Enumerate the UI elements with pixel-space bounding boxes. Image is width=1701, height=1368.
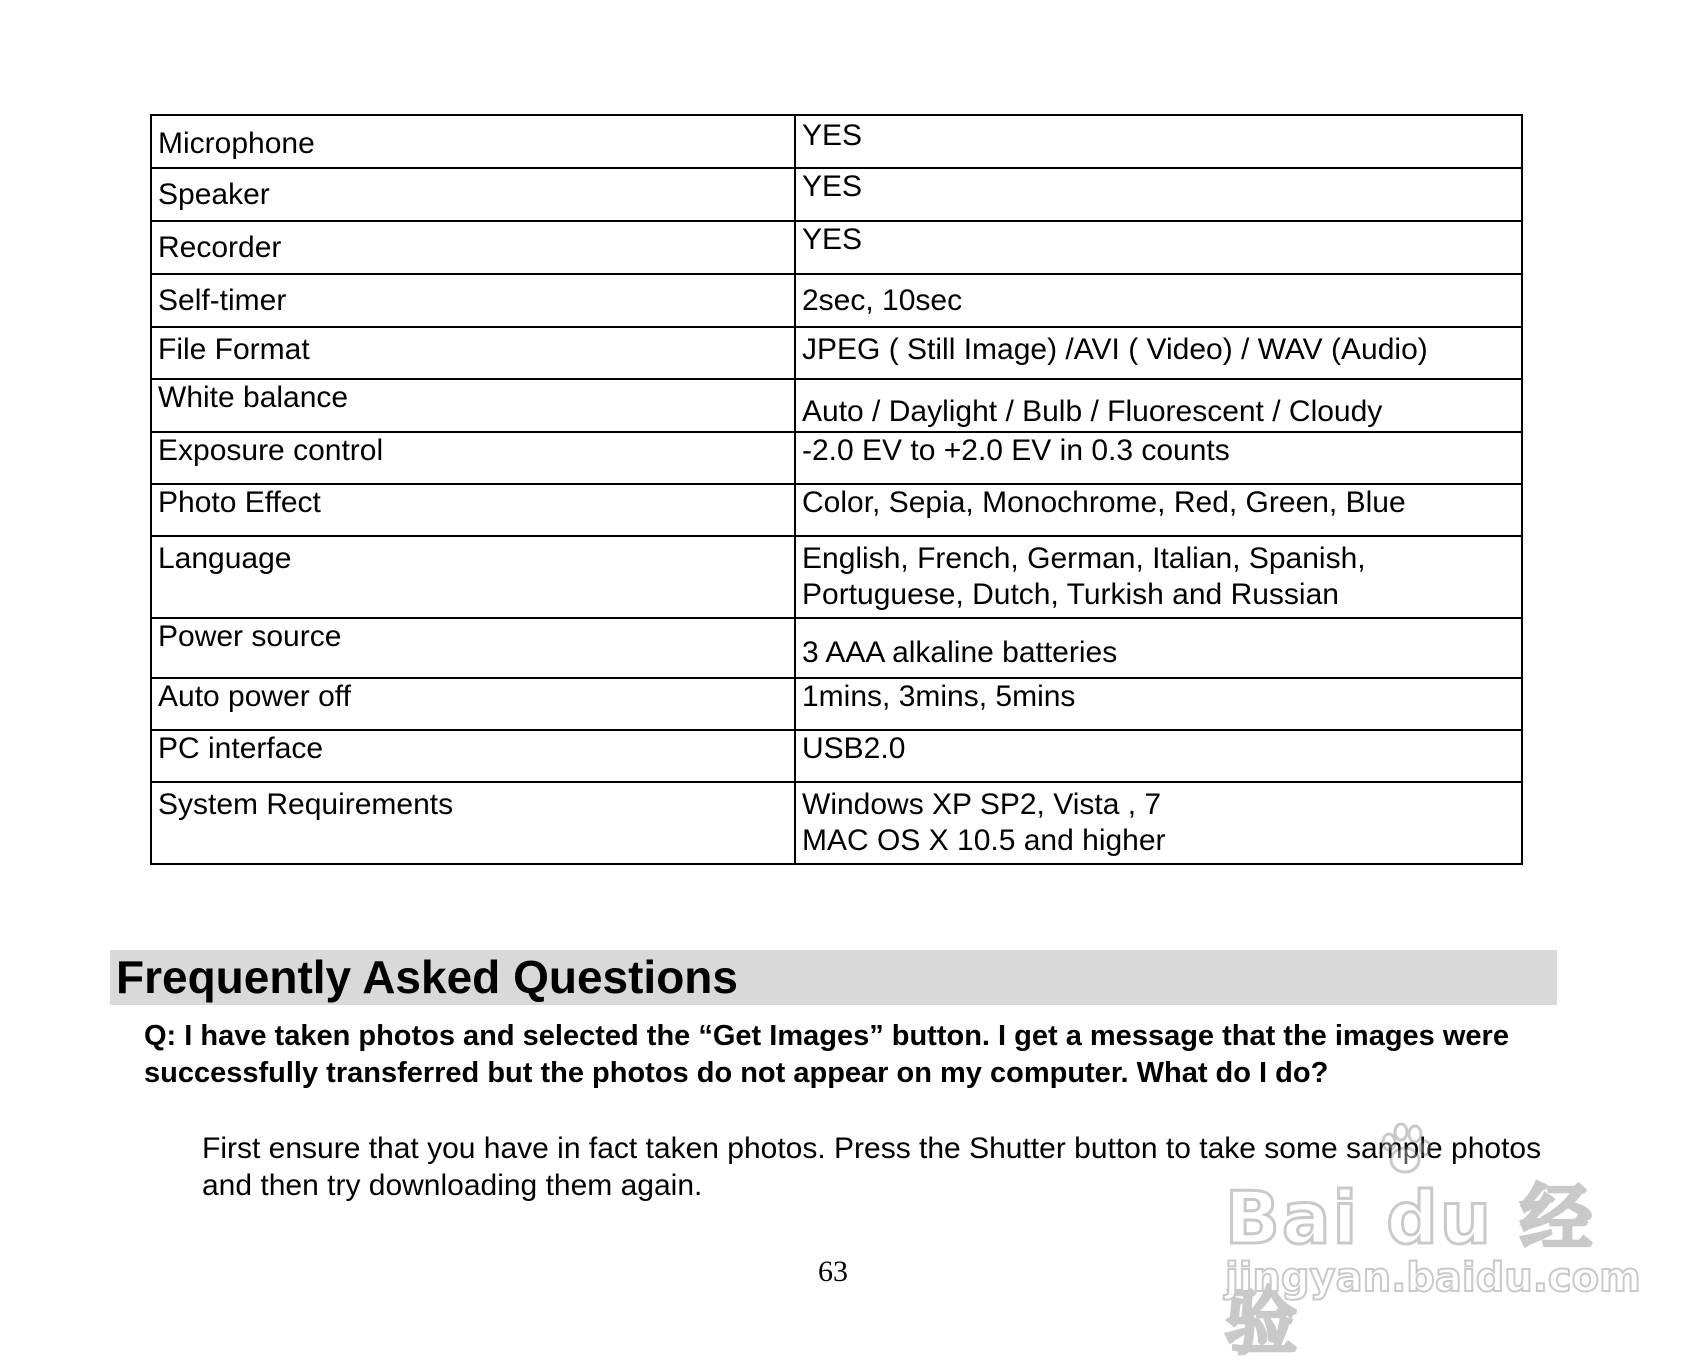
spec-label: File Format (151, 327, 795, 379)
spec-label: Self-timer (151, 274, 795, 327)
spec-label: Speaker (151, 168, 795, 221)
spec-value: Color, Sepia, Monochrome, Red, Green, Blue (795, 484, 1522, 536)
spec-label: System Requirements (151, 782, 795, 864)
spec-value: 3 AAA alkaline batteries (795, 618, 1522, 678)
spec-value: 2sec, 10sec (795, 274, 1522, 327)
spec-label: White balance (151, 379, 795, 432)
table-row (151, 274, 1522, 327)
table-row (151, 484, 1522, 536)
spec-value: YES (795, 221, 1522, 274)
faq-question: Q: I have taken photos and selected the “Get Images” button. I get a message that the images were successfully transferred but the photos do not appear on my computer. What do I do? (144, 1020, 1509, 1089)
table-row (151, 782, 1522, 864)
spec-value: USB2.0 (795, 730, 1522, 782)
spec-label: Microphone (151, 115, 795, 168)
table-row (151, 730, 1522, 782)
spec-label: Photo Effect (151, 484, 795, 536)
spec-label: Auto power off (151, 678, 795, 730)
spec-label: Language (151, 536, 795, 618)
table-row (151, 221, 1522, 274)
spec-label: PC interface (151, 730, 795, 782)
watermark-url: jingyan.baidu.com (1225, 1255, 1641, 1301)
spec-value: JPEG ( Still Image) /AVI ( Video) / WAV (Audio) (795, 327, 1522, 379)
spec-value: Windows XP SP2, Vista , 7 MAC OS X 10.5 and higher (795, 782, 1522, 864)
faq-heading: Frequently Asked Questions (110, 950, 1557, 1005)
spec-label: Recorder (151, 221, 795, 274)
table-row (151, 168, 1522, 221)
spec-label: Power source (151, 618, 795, 678)
spec-value: 1mins, 3mins, 5mins (795, 678, 1522, 730)
table-row (151, 536, 1522, 618)
table-row (151, 115, 1522, 168)
spec-value: YES (795, 115, 1522, 168)
watermark-logo-text: Bai du 经验 (1225, 1176, 1595, 1364)
table-row (151, 327, 1522, 379)
spec-value: Auto / Daylight / Bulb / Fluorescent / Cloudy (795, 379, 1522, 432)
table-row (151, 618, 1522, 678)
table-row (151, 678, 1522, 730)
spec-label: Exposure control (151, 432, 795, 484)
spec-value: English, French, German, Italian, Spanish, Portuguese, Dutch, Turkish and Russian (795, 536, 1522, 618)
spec-value: YES (795, 168, 1522, 221)
spec-value: -2.0 EV to +2.0 EV in 0.3 counts (795, 432, 1522, 484)
specifications-table (150, 114, 1523, 865)
page-number: 63 (818, 1255, 848, 1288)
faq-answer: First ensure that you have in fact taken photos. Press the Shutter button to take some sample photos and then try downloading them again. (202, 1132, 1542, 1202)
table-row (151, 379, 1522, 432)
table-row (151, 432, 1522, 484)
